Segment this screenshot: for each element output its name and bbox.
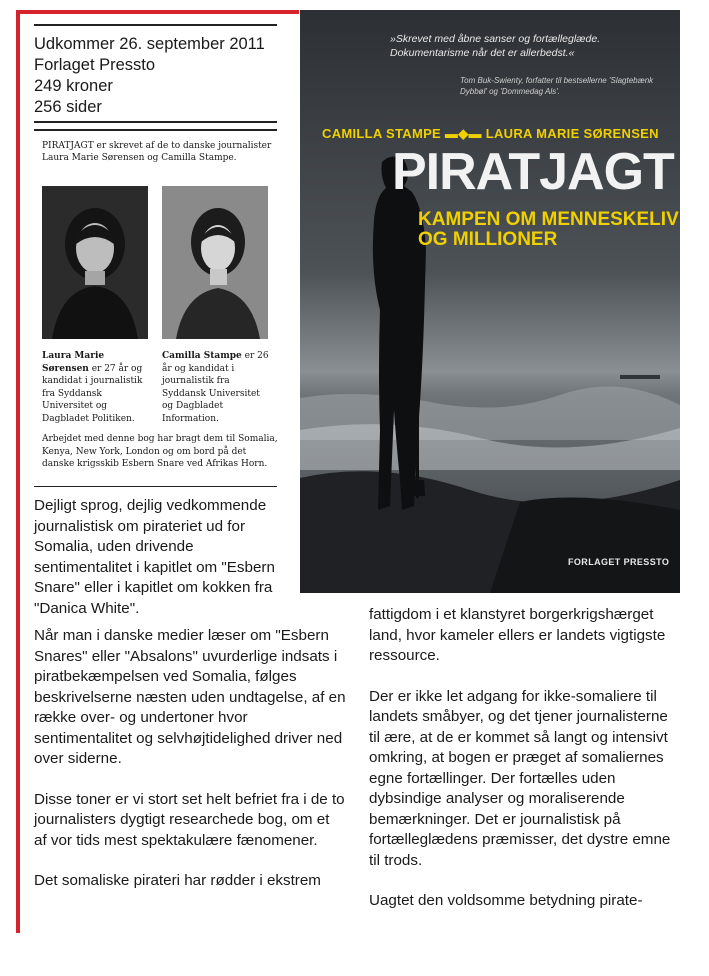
price: 249 kroner [34,77,113,95]
inset-intro: PIRATJAGT er skrevet af de to danske journalister Laura Marie Sørensen og Camilla Stampe. [42,141,272,163]
cover-title: PIRATJAGT [392,143,674,201]
cover-image [300,10,680,593]
cover-publisher: FORLAGET PRESSTO [568,557,670,567]
caption-laura-name: Laura Marie Sørensen [42,351,105,374]
cover-subtitle [418,210,679,250]
publisher: Forlaget Pressto [34,56,156,74]
caption-camilla [162,350,272,425]
cover-authors: CAMILLA STAMPE ▬◆▬ LAURA MARIE SØRENSEN [322,126,659,141]
paragraph-left-3: Disse toner er vi stort set helt befriet fra i de to journalisters dygtigt researchede bog, om et af vor tids mest spektakulære fænomener. [34,790,345,849]
release-date: Udkommer 26. september 2011 [34,35,265,53]
paragraph-right-1: fattigdom i et klanstyret borgerkrigshærget land, hvor kameler ellers er landets vigtigste ressource. [369,606,666,664]
left-column-intro [34,496,284,639]
paragraph-left-2: Når man i danske medier læser om "Esbern Snares" eller "Absalons" uvurderlige indsats i piratbekæmpelsen ved Somalia, følges beskrivelserne næsten uden undtagelse, af en række over- og undertoner hvor sentimentalitet og selvhøjtidelighed driver ned over siderne. [34,627,346,767]
caption-camilla-bio: er 26 år og kandidat i journalistik fra Syddansk Universitet og Dagbladet Information. [162,351,269,424]
page-count: 256 sider [34,98,102,116]
author-photo-camilla [162,186,268,339]
cover-subtitle-line-2: OG MILLIONER [418,229,558,250]
red-margin-line [16,10,20,933]
caption-camilla-name: Camilla Stampe [162,351,242,361]
cover-quote: »Skrevet med åbne sanser og fortælleglæde. Dokumentarisme når det er allerbedst.« [390,33,601,59]
book-cover [300,10,680,593]
rule-mid-1 [34,121,277,123]
paragraph-right-3: Uagtet den voldsomme betydning pirate- [369,892,643,909]
inset-outro: Arbejdet med denne bog har bragt dem til Somalia, Kenya, New York, London og om bord på det danske krigsskib Esbern Snare ved Afrikas Horn. [42,434,278,469]
paragraph-right-2: Der er ikke let adgang for ikke-somaliere til landets småbyer, og det tjener journalisterne til ære, at de er kommet så langt og intensivt omkring, at bogen er præget af somaliernes egne fortællinger. Der fortælles uden dybsindige analyser og moraliserende bemærkninger. Det er journalistisk på fortælleglædens præmisser, det dystre emne til trods. [369,687,671,869]
book-info [34,34,265,118]
paragraph-left-1: Dejligt sprog, dejlig vedkommende journalistisk om pirateriet ud for Somalia, uden drivende sentimentalitet i kapitlet om "Esbern Snare" eller i kapitlet om kokken fra "Danica White". [34,497,275,617]
left-column [34,626,346,912]
caption-laura-bio: er 27 år og kandidat i journalistik fra Syddansk Universitet og Dagbladet Politiken. [42,363,143,424]
rule-bottom [34,486,277,487]
author-photo-laura [42,186,148,339]
red-top-line [16,10,299,14]
rule-mid-2 [34,129,277,131]
paragraph-left-4: Det somaliske pirateri har rødder i ekstrem [34,872,321,889]
cover-credit: Tom Buk-Swienty, forfatter til bestsellerne 'Slagtebænk Dybbøl' og 'Dommedag Als'. [460,76,654,96]
caption-laura [42,350,152,425]
right-column [369,605,681,932]
rule-top [34,24,277,26]
cover-subtitle-line-1: KAMPEN OM MENNESKELIV [418,209,679,230]
